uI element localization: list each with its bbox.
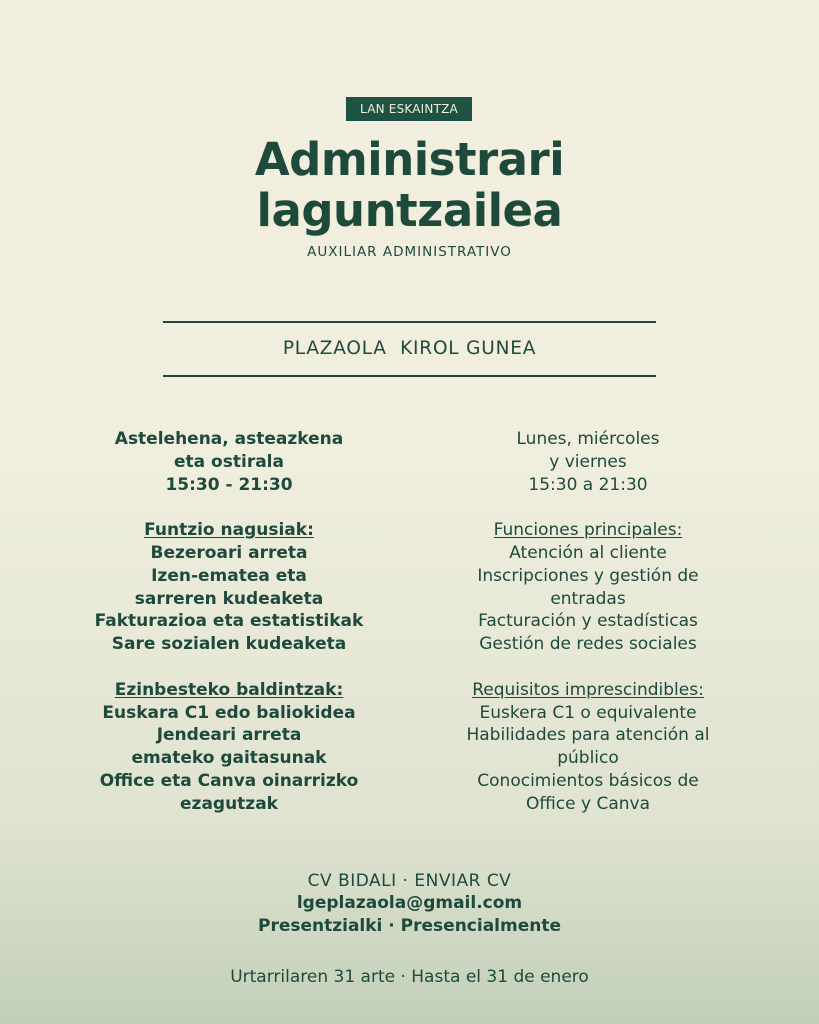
requirements-heading: Requisitos imprescindibles:	[472, 679, 704, 700]
schedule-line: eta ostirala	[174, 451, 284, 472]
top-divider	[163, 321, 656, 323]
basque-column	[69, 428, 389, 816]
schedule-hours: 15:30 - 21:30	[165, 474, 293, 495]
requirement-item: Jendeari arreta	[156, 725, 302, 746]
title-line-2: laguntzailea	[256, 184, 563, 237]
functions-heading: Funtzio nagusiak:	[144, 520, 314, 541]
deadline-text: Urtarrilaren 31 arte · Hasta el 31 de enero	[230, 967, 589, 987]
requirements-heading: Ezinbesteko baldintzak:	[114, 679, 344, 700]
requirement-item: Euskara C1 edo baliokidea	[102, 702, 356, 723]
function-item: Gestión de redes sociales	[479, 634, 697, 655]
schedule-line: y viernes	[549, 451, 627, 472]
requirement-item: Habilidades para atención al	[466, 725, 710, 746]
bottom-divider	[163, 375, 656, 377]
schedule-hours: 15:30 a 21:30	[528, 474, 648, 495]
function-item: Fakturazioa eta estatistikak	[94, 611, 364, 632]
job-offer-badge: LAN ESKAINTZA	[346, 97, 472, 121]
requirement-item: público	[557, 748, 619, 769]
subtitle: AUXILIAR ADMINISTRATIVO	[307, 244, 512, 260]
requirement-item: ezagutzak	[180, 793, 278, 814]
functions-heading: Funciones principales:	[493, 520, 683, 541]
send-cv-label: CV BIDALI · ENVIAR CV	[307, 871, 512, 891]
venue-name: PLAZAOLA KIROL GUNEA	[282, 338, 537, 359]
title-line-1: Administrari	[254, 133, 565, 186]
function-item: Izen-ematea eta	[151, 565, 307, 586]
requirement-item: Conocimientos básicos de	[477, 770, 699, 791]
requirement-item: Euskera C1 o equivalente	[479, 702, 697, 723]
function-item: Sare sozialen kudeaketa	[111, 634, 347, 655]
spanish-column	[428, 428, 748, 816]
requirement-item: Office y Canva	[525, 793, 651, 814]
function-item: sarreren kudeaketa	[134, 588, 324, 609]
requirement-item: Office eta Canva oinarrizko	[99, 770, 359, 791]
function-item: Atención al cliente	[509, 542, 667, 563]
function-item: Facturación y estadísticas	[478, 611, 698, 632]
function-item: Bezeroari arreta	[150, 542, 308, 563]
function-item: entradas	[550, 588, 626, 609]
in-person-label: Presentzialki · Presencialmente	[257, 916, 562, 936]
function-item: Inscripciones y gestión de	[477, 565, 699, 586]
requirement-item: emateko gaitasunak	[131, 748, 327, 769]
contact-email[interactable]: lgeplazaola@gmail.com	[296, 893, 523, 913]
schedule-line: Lunes, miércoles	[516, 429, 660, 449]
schedule-line: Astelehena, asteazkena	[114, 429, 344, 449]
